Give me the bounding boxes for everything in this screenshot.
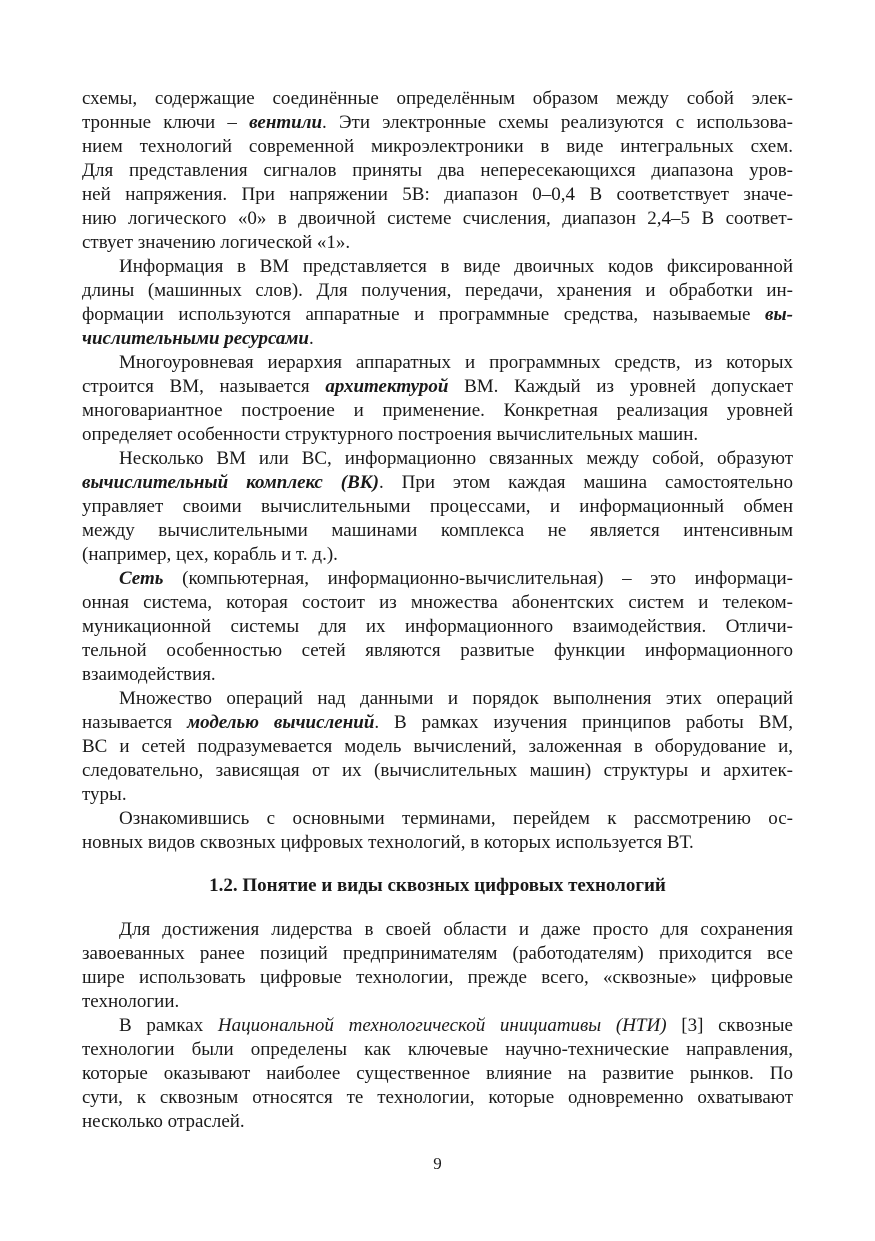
text-line xyxy=(82,543,793,567)
text-run: ней напряжения. При напряжении 5В: диапазон 0–0,4 В соответствует значе- xyxy=(82,184,793,205)
text-line xyxy=(82,183,793,207)
emphasized-term: вы- xyxy=(765,304,793,325)
text-run: между вычислительными машинами комплекса не является интенсивным xyxy=(82,520,793,541)
text-run: онная система, которая состоит из множества абонентских систем и телеком- xyxy=(82,592,793,613)
text-run: Для достижения лидерства в своей области и даже просто для сохранения xyxy=(119,919,793,940)
text-run: несколько отраслей. xyxy=(82,1111,245,1132)
text-run: шире использовать цифровые технологии, прежде всего, «сквозные» цифровые xyxy=(82,967,793,988)
text-run: нию логического «0» в двоичной системе счисления, диапазон 2,4–5 В соответ- xyxy=(82,208,793,229)
text-run: взаимодействия. xyxy=(82,664,216,685)
paragraph xyxy=(82,567,793,687)
text-run: ВС и сетей подразумевается модель вычислений, заложенная в оборудование и, xyxy=(82,736,793,757)
text-run: завоеванных ранее позиций предпринимателям (работодателям) приходится все xyxy=(82,943,793,964)
text-run: . Эти электронные схемы реализуются с использова- xyxy=(322,112,793,133)
text-line xyxy=(82,1014,793,1038)
text-run: строится ВМ, называется xyxy=(82,376,326,397)
text-line xyxy=(82,966,793,990)
text-line xyxy=(82,735,793,759)
paragraph xyxy=(82,351,793,447)
text-line xyxy=(82,135,793,159)
paragraph xyxy=(82,1014,793,1134)
text-run: (например, цех, корабль и т. д.). xyxy=(82,544,338,565)
text-line xyxy=(82,375,793,399)
text-run: Несколько ВМ или ВС, информационно связанных между собой, образуют xyxy=(119,448,793,469)
text-line xyxy=(82,399,793,423)
text-line xyxy=(82,1062,793,1086)
text-line xyxy=(82,639,793,663)
text-run: . В рамках изучения принципов работы ВМ, xyxy=(374,712,794,733)
text-run: технологии. xyxy=(82,991,180,1012)
text-line xyxy=(82,1086,793,1110)
text-run: [3] сквозные xyxy=(666,1015,793,1036)
text-run: туры. xyxy=(82,784,127,805)
text-line xyxy=(82,615,793,639)
emphasized-term: числительными ресурсами xyxy=(82,328,309,349)
text-line xyxy=(82,159,793,183)
text-line xyxy=(82,327,793,351)
paragraph xyxy=(82,807,793,855)
text-run: тронные ключи – xyxy=(82,112,250,133)
paragraph xyxy=(82,447,793,567)
text-line xyxy=(82,231,793,255)
emphasized-term: Национальной технологической инициативы (НТИ) xyxy=(217,1015,667,1036)
text-run: следовательно, зависящая от их (вычислительных машин) структуры и архитек- xyxy=(82,760,793,781)
section-heading: 1.2. Понятие и виды сквозных цифровых технологий xyxy=(209,875,666,896)
text-run: муникационной системы для их информационного взаимодействия. Отличи- xyxy=(82,616,793,637)
text-line xyxy=(82,207,793,231)
text-line xyxy=(82,591,793,615)
body-text-top xyxy=(82,87,793,855)
text-run: называется xyxy=(82,712,188,733)
emphasized-term: вычислительный комплекс (ВК) xyxy=(82,472,379,493)
text-line xyxy=(82,495,793,519)
text-line xyxy=(82,663,793,687)
text-line xyxy=(82,918,793,942)
page-number: 9 xyxy=(433,1154,442,1173)
text-line xyxy=(82,471,793,495)
text-line xyxy=(82,1038,793,1062)
text-line xyxy=(82,990,793,1014)
text-run: схемы, содержащие соединённые определённым образом между собой элек- xyxy=(82,88,793,109)
text-run: . При этом каждая машина самостоятельно xyxy=(378,472,793,493)
paragraph xyxy=(82,687,793,807)
text-run: длины (машинных слов). Для получения, передачи, хранения и обработки ин- xyxy=(82,280,793,301)
text-run: формации используются аппаратные и программные средства, называемые xyxy=(82,304,765,325)
text-run: сути, к сквозным относятся те технологии, которые одновременно охватывают xyxy=(82,1087,793,1108)
text-run: Многоуровневая иерархия аппаратных и программных средств, из которых xyxy=(119,352,793,373)
text-run: определяет особенности структурного построения вычислительных машин. xyxy=(82,424,699,445)
text-run: . xyxy=(308,328,314,349)
text-run: многовариантное построение и применение. Конкретная реализация уровней xyxy=(82,400,793,421)
text-run: технологии были определены как ключевые научно-технические направления, xyxy=(82,1039,793,1060)
text-line xyxy=(82,687,793,711)
text-line xyxy=(82,567,793,591)
text-run: (компьютерная, информационно-вычислительная) – это информаци- xyxy=(163,568,793,589)
text-line xyxy=(82,111,793,135)
text-line xyxy=(82,87,793,111)
body-text-bottom xyxy=(82,918,793,1134)
text-run: Множество операций над данными и порядок выполнения этих операций xyxy=(119,688,793,709)
paragraph xyxy=(82,918,793,1014)
text-run: Информация в ВМ представляется в виде двоичных кодов фиксированной xyxy=(119,256,793,277)
paragraph xyxy=(82,255,793,351)
emphasized-term: моделью вычислений xyxy=(187,712,375,733)
text-line xyxy=(82,783,793,807)
text-run: которые оказывают наиболее существенное влияние на развитие рынков. По xyxy=(82,1063,793,1084)
text-run: тельной особенностью сетей являются развитые функции информационного xyxy=(82,640,793,661)
text-run: ВМ. Каждый из уровней допускает xyxy=(448,376,793,397)
text-line xyxy=(82,831,793,855)
text-line xyxy=(82,303,793,327)
paragraph xyxy=(82,87,793,255)
text-line xyxy=(82,447,793,471)
text-line xyxy=(82,942,793,966)
text-line xyxy=(82,279,793,303)
text-line xyxy=(82,711,793,735)
text-run: ствует значению логической «1». xyxy=(82,232,351,253)
text-line xyxy=(82,423,793,447)
text-run: Для представления сигналов приняты два непересекающихся диапазона уров- xyxy=(82,160,793,181)
text-run: новных видов сквозных цифровых технологий, в которых используется ВТ. xyxy=(82,832,694,853)
text-run: В рамках xyxy=(119,1015,218,1036)
text-line xyxy=(82,351,793,375)
emphasized-term: вентили xyxy=(249,112,323,133)
emphasized-term: архитектурой xyxy=(325,376,449,397)
emphasized-term: Сеть xyxy=(119,568,164,589)
text-line xyxy=(82,1110,793,1134)
text-line xyxy=(82,759,793,783)
text-run: управляет своими вычислительными процессами, и информационный обмен xyxy=(82,496,793,517)
text-line xyxy=(82,807,793,831)
text-run: нием технологий современной микроэлектроники в виде интегральных схем. xyxy=(82,136,793,157)
text-run: Ознакомившись с основными терминами, перейдем к рассмотрению ос- xyxy=(119,808,793,829)
text-line xyxy=(82,255,793,279)
text-line xyxy=(82,519,793,543)
